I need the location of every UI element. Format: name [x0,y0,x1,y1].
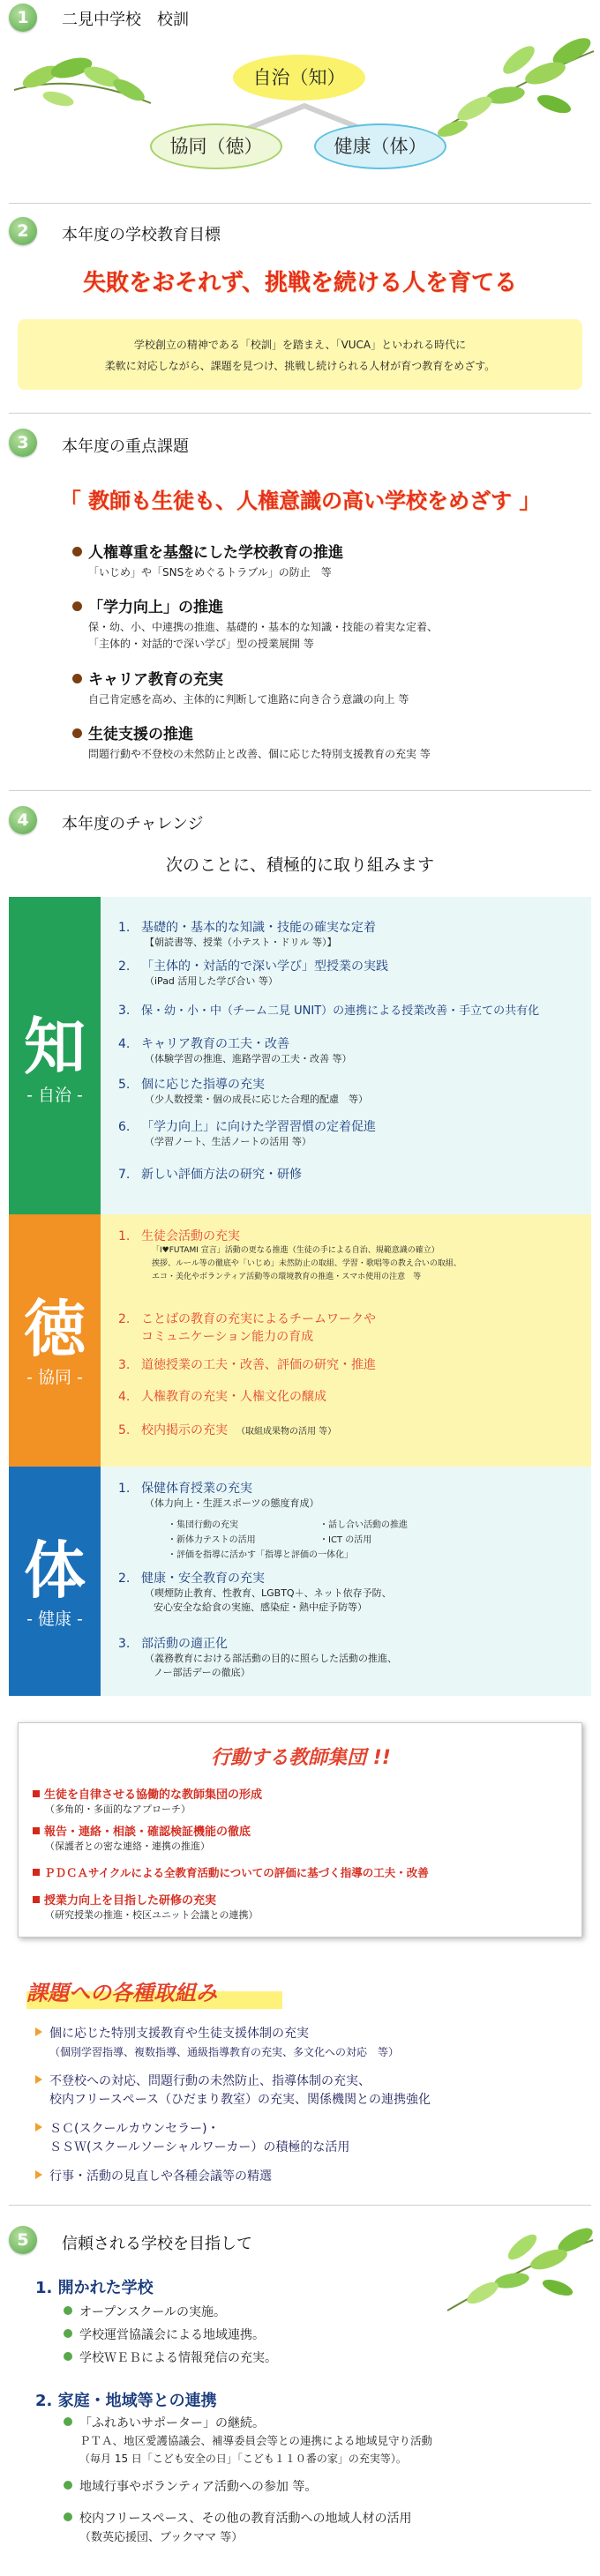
kadai-item [35,2025,565,2062]
kadai-item [35,2120,565,2157]
tai-subitem: ・話し合い活動の推進 [319,1520,408,1530]
item-number: 2. [118,1312,131,1326]
square-bullet-icon [33,1827,40,1834]
triangle-bullet-icon [35,2123,42,2132]
teachers-item [33,1822,571,1853]
trust-list-item [64,2303,226,2321]
section-number-2: 2 [9,217,37,245]
challenge-chi-label [9,897,101,1214]
item-number: 1. [118,1482,131,1496]
green-bullet-icon [64,2417,72,2426]
trust-item-text: オープンスクールの実施。 [79,2305,227,2319]
bullet-icon [72,547,82,556]
teachers-item-sub: （多角的・多面的なアプローチ） [45,1803,191,1815]
trust-list-item [64,2510,411,2527]
triangle-bullet-icon [35,2075,42,2084]
challenge-item: キャリア教育の工夫・改善 [141,1037,289,1051]
divider [9,413,591,414]
challenge-item-sub: （喫煙防止教育、性教育、LGBTQ＋、ネット依存予防、 [145,1587,392,1599]
section-number-5: 5 [9,2226,37,2254]
green-bullet-icon [64,2513,72,2521]
teachers-item-sub: （保護者との密な連絡・連携の推進） [45,1841,210,1852]
trust-list-item [64,2415,265,2432]
challenge-item-sub: （少人数授業・個の成長に応じた合理的配慮 等） [145,1094,368,1105]
kadai-item [35,2072,565,2109]
green-bullet-icon [64,2329,72,2338]
challenge-item-sub: 「I♥FUTAMI 宣言」活動の更なる推進（生徒の手による自治、規範意識の確立） [152,1246,439,1255]
kadai-item-text: 行事・活動の見直しや各種会議等の精選 [49,2169,272,2184]
trust-item-text: 地域行事やボランティア活動への参加 等。 [79,2480,318,2494]
teachers-item-text: 授業力向上を目指した研修の充実 [44,1894,217,1908]
toku-subtitle: - 協同 - [26,1368,83,1387]
trust-list-item [64,2326,265,2344]
kadai-item [35,2168,565,2186]
tai-kanji: 体 [24,1534,86,1607]
item-number: 2. [118,1572,131,1586]
item-number: 3. [118,1004,131,1018]
challenge-item: 生徒会活動の充実 [141,1229,240,1243]
section-title-motto: 二見中学校 校訓 [62,11,189,29]
triangle-bullet-icon [35,2170,42,2179]
tai-subitems-left [168,1518,309,1548]
focus-item-heading: キャリア教育の充実 [88,671,223,689]
kadai-item-text: 個に応じた特別支援教育や生徒支援体制の充実 [49,2027,309,2041]
item-number: 5. [118,1423,131,1437]
divider [9,2205,591,2206]
trust-list-item [64,2349,277,2367]
challenge-item: 道徳授業の工夫・改善、評価の研究・推進 [141,1358,376,1372]
challenge-item: 基礎的・基本的な知識・技能の確実な定着 [141,921,376,935]
green-bullet-icon [64,2481,72,2490]
trust-item-sub: ＰＴＡ、地区愛護協議会、補導委員会等との連携による地域見守り活動 [79,2434,433,2447]
divider [9,790,591,791]
challenge-item-sub: 挨拶、ルール等の徹底や「いじめ」未然防止の取組、学習・歌唱等の教え合いの取組、 [152,1259,461,1268]
bullet-icon [72,601,82,611]
kadai-item-text: 不登校への対応、問題行動の未然防止、指導体制の充実、 [49,2074,371,2088]
motto-oval-chi: 自治（知） [233,55,365,101]
challenge-item: 新しい評価方法の研究・研修 [141,1168,302,1182]
challenge-item-sub: （学習ノート、生活ノートの活用 等） [145,1136,311,1147]
item-number: 3. [118,1637,131,1651]
challenge-item-sub: （義務教育における部活動の目的に照らした活動の推進、 [145,1653,397,1664]
goal-description-box [18,319,582,390]
focus-item-desc: 「主体的・対話的で深い学び」型の授業展開 等 [88,638,314,650]
section-number-1: 1 [9,4,37,32]
challenge-item: 健康・安全教育の充実 [141,1572,265,1586]
challenge-item: 保・幼・小・中（チーム二見 UNIT）の連携による授業改善・手立ての共有化 [141,1004,540,1018]
item-number: 1. [118,921,131,935]
kadai-item-sub: （個別学習指導、複数指導、通級指導教育の充実、多文化への対応 等） [49,2046,400,2058]
challenge-item: 「主体的・対話的で深い学び」型授業の実践 [141,959,388,974]
item-number: 2. [118,959,131,974]
item-number: 3. [118,1358,131,1372]
teachers-box [18,1722,582,1938]
focus-item-desc: 問題行動や不登校の未然防止と改善、個に応じた特別支援教育の充実 等 [88,748,431,760]
leaf-branch-icon [422,25,598,148]
focus-item [72,667,566,708]
teachers-item [33,1785,571,1816]
bullet-icon [72,674,82,683]
kadai-item-text: ＳＣ(スクールカウンセラー)・ [49,2122,220,2136]
trust-item-sub: （数英応援団、ブックママ 等） [79,2531,244,2544]
challenge-toku-label [9,1214,101,1467]
motto-oval-tai: 健康（体） [314,123,446,169]
challenge-item-sub: （iPad 活用した学び合い 等） [145,975,278,987]
challenge-item-sub: ノー部活デーの徹底） [154,1667,251,1678]
trust-item-text: 校内フリースペース、その他の教育活動への地域人材の活用 [79,2512,412,2526]
challenge-item-sub: （取組成果物の活用 等） [236,1427,337,1437]
item-number: 6. [118,1120,131,1134]
challenge-item: 個に応じた指導の充実 [141,1078,265,1092]
divider [9,203,591,204]
focus-slogan: 「 教師も生徒も、人権意識の高い学校をめざす 」 [59,489,541,513]
trust-item-text: 「ふれあいサポーター」の継続。 [79,2416,265,2430]
section-number-3: 3 [9,429,37,457]
focus-item-desc: 自己肯定感を高め、主体的に判断して進路に向き合う意識の向上 等 [88,693,409,706]
teachers-item-text: 生徒を自律させる協働的な教師集団の形成 [44,1788,263,1802]
challenge-chi-panel [101,897,591,1214]
square-bullet-icon [33,1869,40,1876]
teachers-item-text: ＰＤＣＡサイクルによる全教育活動についての評価に基づく指導の工夫・改善 [44,1866,429,1879]
toku-kanji: 徳 [24,1292,86,1365]
challenge-item-sub: （体験学習の推進、進路学習の工夫・改善 等） [145,1053,352,1064]
kadai-item-sub: ＳＳＷ(スクールソーシャルワーカー）の積極的な活用 [49,2140,350,2154]
challenge-tai-panel [101,1467,591,1696]
teachers-item [33,1891,571,1922]
section-number-4: 4 [9,806,37,834]
focus-item-heading: 生徒支援の推進 [88,726,193,743]
section-title-challenge: 本年度のチャレンジ [62,815,204,833]
tai-subitem: ・評価を指導に活かす「指導と評価の一体化」 [168,1550,353,1560]
challenge-item: 「学力向上」に向けた学習習慣の定着促進 [141,1120,376,1134]
section-title-trust: 信頼される学校を目指して [62,2235,252,2253]
teachers-item-text: 報告・連絡・相談・確認検証機能の徹底 [44,1826,251,1839]
goal-slogan: 失敗をおそれず、挑戦を続ける人を育てる [83,270,517,296]
item-number: 5. [118,1078,131,1092]
kadai-title: 課題への各種取組み [26,1981,217,2005]
green-bullet-icon [64,2352,72,2361]
item-number: 1. [118,1229,131,1243]
challenge-item: コミュニケーション能力の育成 [141,1330,314,1344]
item-number: 4. [118,1390,131,1404]
leaf-branch-icon [434,2214,598,2328]
item-number: 4. [118,1037,131,1051]
challenge-tai-label [9,1467,101,1696]
focus-item [72,594,566,653]
square-bullet-icon [33,1790,40,1797]
trust-item-text: 学校運営協議会による地域連携。 [79,2328,265,2342]
teachers-title: 行動する教師集団 !! [211,1747,391,1769]
challenge-toku-panel [101,1214,591,1467]
trust-heading-community: 2. 家庭・地域等との連携 [35,2392,217,2410]
tai-subitem: ・ICT の活用 [319,1535,372,1545]
leaf-branch-icon [5,37,155,125]
trust-heading-open: 1. 開かれた学校 [35,2279,154,2297]
motto-oval-toku: 協同（徳） [150,123,282,169]
challenge-item-sub: エコ・美化やボランティア活動等の環境教育の推進・スマホ使用の注意 等 [152,1273,422,1281]
goal-description-line1: 学校創立の精神である「校訓」を踏まえ、「VUCA」といわれる時代に [133,339,467,351]
challenge-item: 人権教育の充実・人権文化の醸成 [141,1390,326,1404]
focus-item-desc: 保・幼、小、中連携の推進、基礎的・基本的な知識・技能の着実な定着、 [88,621,439,633]
square-bullet-icon [33,1896,40,1903]
challenge-lead: 次のことに、積極的に取り組みます [165,855,434,875]
challenge-item: 保健体育授業の充実 [141,1482,252,1496]
focus-item [72,721,566,763]
green-bullet-icon [64,2306,72,2315]
trust-item-sub: （毎月 15 日「こども安全の日」「こども１１０番の家」の充実等）。 [79,2453,407,2465]
section-title-focus: 本年度の重点課題 [62,437,189,456]
challenge-item: ことばの教育の充実によるチームワークや [141,1312,376,1326]
focus-item-desc: 「いじめ」や「SNSをめぐるトラブル」の防止 等 [88,566,332,579]
challenge-item-sub: 【朝読書等、授業（小テスト・ドリル 等）】 [145,937,337,948]
tai-subtitle: - 健康 - [26,1609,83,1629]
tai-subitem: ・新体力テストの活用 [168,1535,256,1545]
challenge-item: 校内掲示の充実 [141,1423,228,1437]
focus-item-heading: 「学力向上」の推進 [88,599,223,616]
focus-item [72,540,566,581]
bullet-icon [72,728,82,738]
trust-item-text: 学校ＷＥＢによる情報発信の充実。 [79,2351,277,2365]
goal-description-line2: 柔軟に対応しながら、課題を見つけ、挑戦し続けられる人材が育つ教育をめざす。 [104,360,496,372]
teachers-item-sub: （研究授業の推進・校区ユニット会議との連携） [45,1909,259,1921]
triangle-bullet-icon [35,2027,42,2036]
trust-list-item [64,2478,317,2496]
chi-kanji: 知 [24,1010,86,1083]
item-number: 7. [118,1168,131,1182]
focus-item-heading: 人権尊重を基盤にした学校教育の推進 [88,544,343,562]
challenge-item: 部活動の適正化 [141,1637,228,1651]
chi-subtitle: - 自治 - [26,1086,83,1105]
tai-subitems-right [319,1518,496,1548]
section-title-goal: 本年度の学校教育目標 [62,226,221,244]
challenge-item-sub: （体力向上・生涯スポーツの態度育成） [145,1497,319,1509]
teachers-item [33,1864,571,1880]
kadai-item-sub: 校内フリースペース（ひだまり教室）の充実、関係機関との連携強化 [49,2093,431,2107]
challenge-item-sub: 安心安全な給食の実施、感染症・熱中症予防等） [154,1602,367,1613]
tai-subitem: ・集団行動の充実 [168,1520,238,1530]
